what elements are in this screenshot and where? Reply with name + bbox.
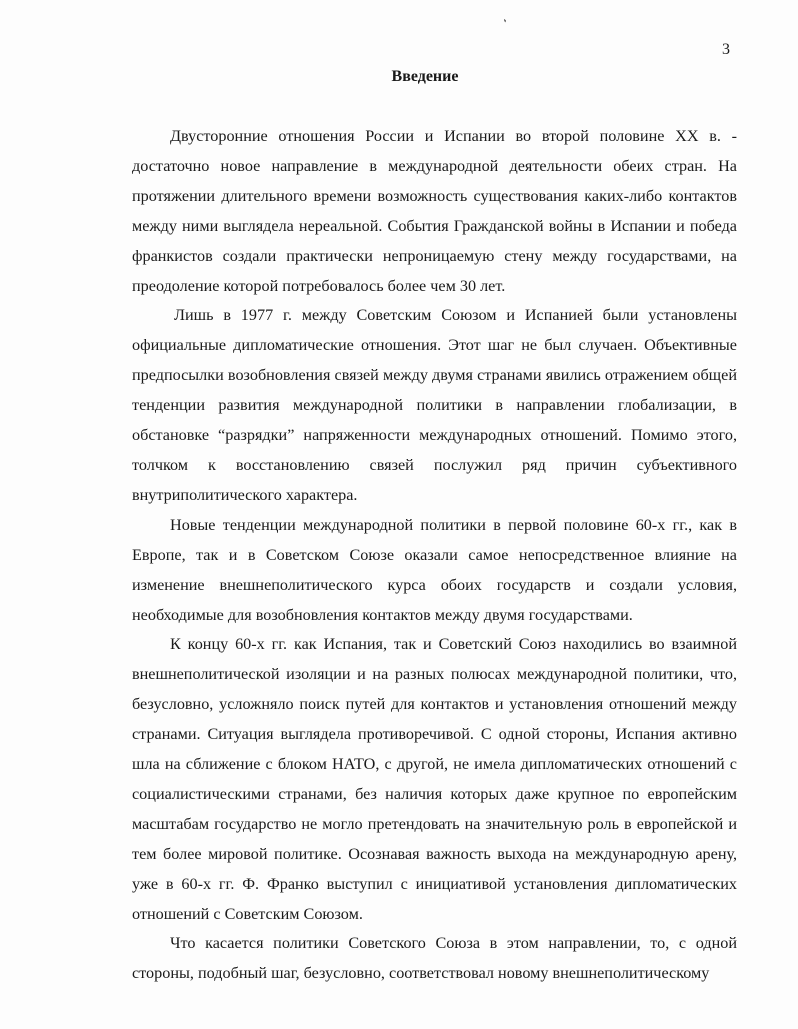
paragraph-4: К концу 60-х гг. как Испания, так и Советский Союз находились во взаимной внешнеполитической изоляции и на разных полюсах международной политики, что, безусловно, усложняло поиск путей для контактов и установления отношений между странами. Ситуация выглядела противоречивой. С одной стороны, Испания активно шла на сближение с блоком НАТО, с другой, не имела дипломатических отношений с социалистическими странами, без наличия которых даже крупное по европейским масштабам государство не могло претендовать на значительную роль в европейской и тем более мировой политике. Осознавая важность выхода на международную арену, уже в 60-х гг. Ф. Франко выступил с инициативой установления дипломатических отношений с Советским Союзом. <box>132 635 737 923</box>
scan-artifact-mark: ˎ <box>502 8 515 23</box>
paragraph-1: Двусторонние отношения России и Испании во второй половине XX в. - достаточно новое направление в международной деятельности обеих стран. На протяжении длительного времени возможность существования каких-либо контактов между ними выглядела нереальной. События Гражданской войны в Испании и победа франкистов создали практически непроницаемую стену между государствами, на преодоление которой потребовалось более чем 30 лет. <box>132 127 737 295</box>
paragraph-2: Лишь в 1977 г. между Советским Союзом и Испанией были установлены официальные дипломатические отношения. Этот шаг не был случаен. Объективные предпосылки возобновления связей между двумя странами явились отражением общей тенденции развития международной политики в направлении глобализации, в обстановке “разрядки” напряженности международных отношений. Помимо этого, толчком к восстановлению связей послужил ряд причин субъективного внутриполитического характера. <box>132 306 737 504</box>
body-text <box>132 122 737 989</box>
section-title: Введение <box>391 68 459 85</box>
paragraph-5: Что касается политики Советского Союза в этом направлении, то, с одной стороны, подобный шаг, безусловно, соответствовал новому внешнеполитическому <box>132 934 737 983</box>
page-number: 3 <box>722 41 730 58</box>
paragraph-3: Новые тенденции международной политики в первой половине 60-х гг., как в Европе, так и в Советском Союзе оказали самое непосредственное влияние на изменение внешнеполитического курса обоих государств и создали условия, необходимые для возобновления контактов между двумя государствами. <box>132 515 737 624</box>
